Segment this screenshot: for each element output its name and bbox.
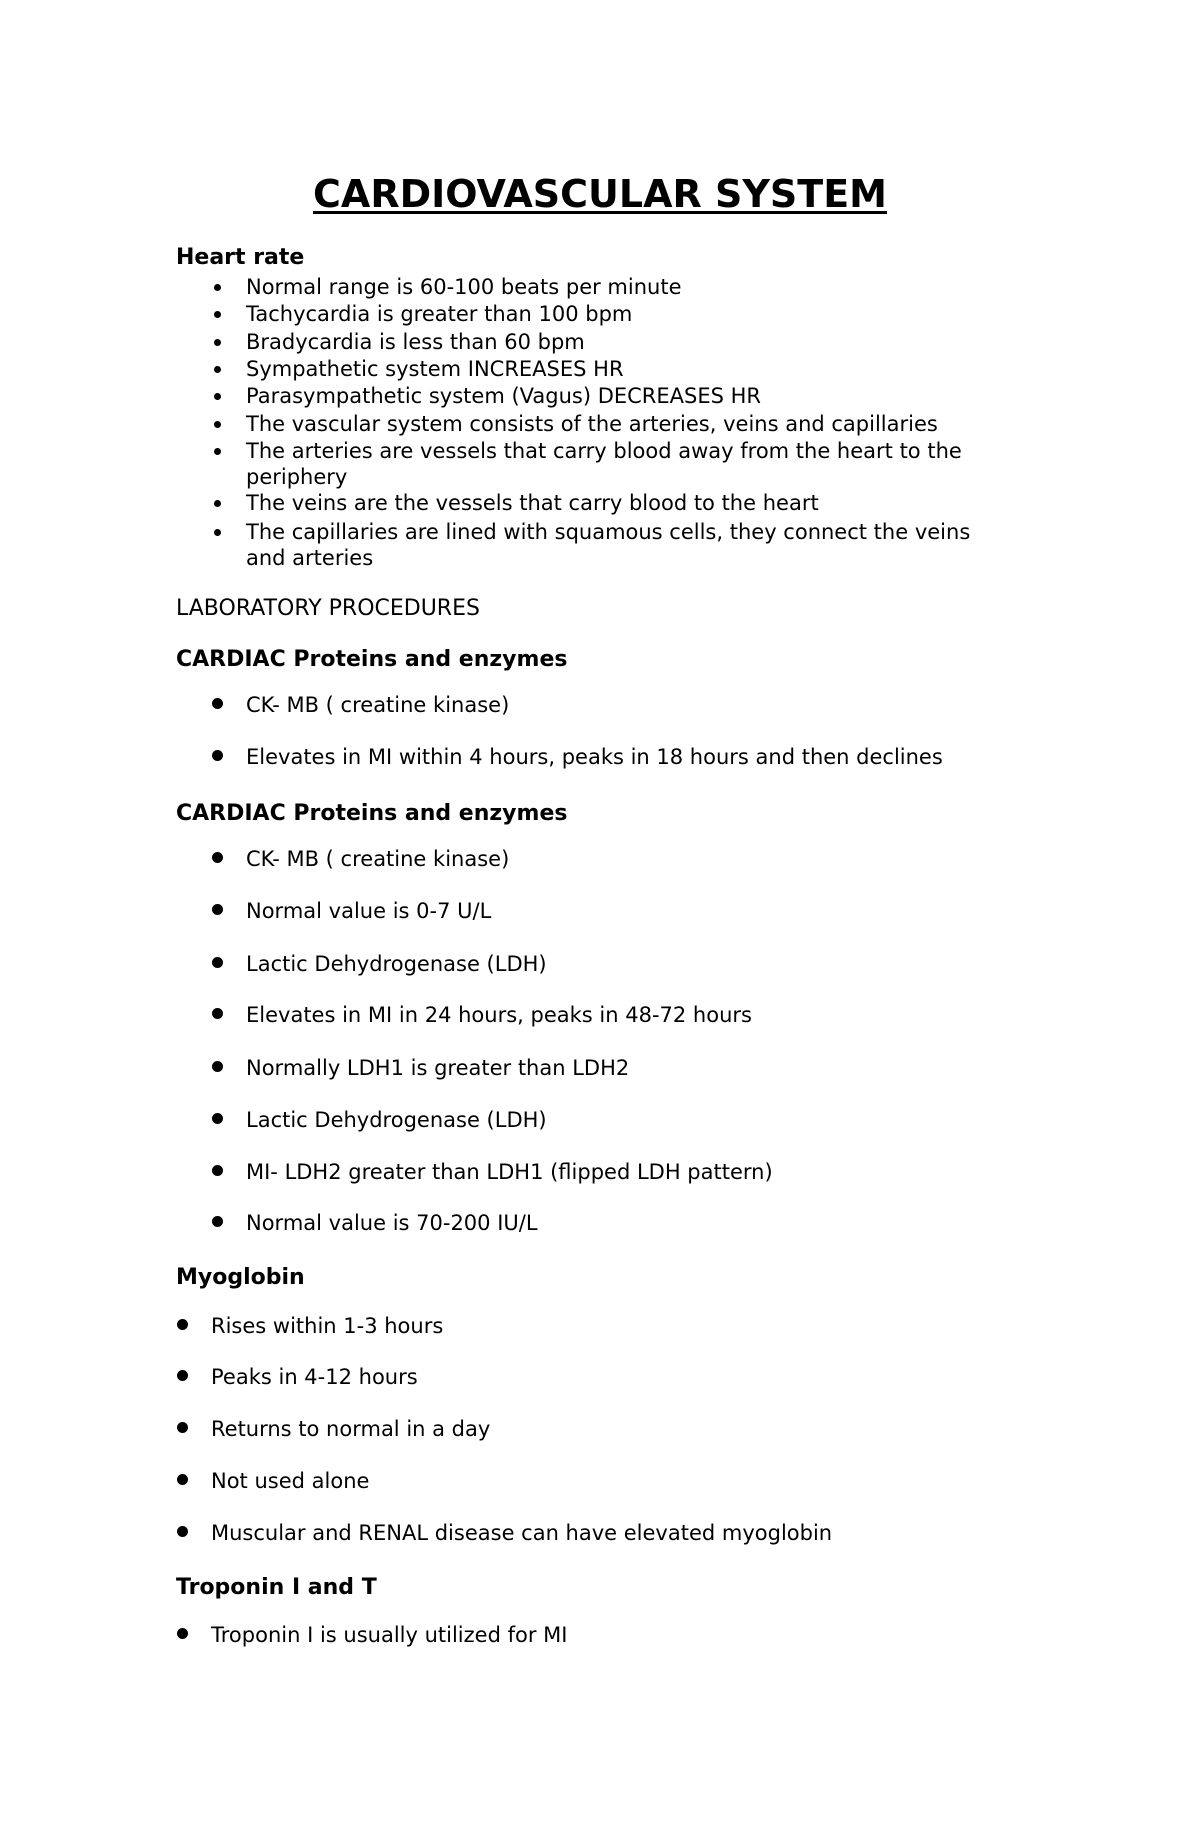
bullet-dot [212, 1165, 223, 1176]
bullet-dot [214, 284, 221, 291]
list-item: Lactic Dehydrogenase (LDH) [246, 951, 1026, 977]
bullet-dot [212, 698, 223, 709]
list-item: MI- LDH2 greater than LDH1 (flipped LDH pattern) [246, 1159, 1026, 1185]
section-heading-heart-rate: Heart rate [176, 245, 305, 270]
list-item: The capillaries are lined with squamous cells, they connect the veins and arteries [246, 519, 1006, 571]
list-item: Bradycardia is less than 60 bpm [246, 329, 1006, 355]
bullet-dot [212, 1216, 223, 1227]
section-heading-myoglobin: Myoglobin [176, 1265, 305, 1290]
bullet-dot [214, 393, 221, 400]
list-item: Not used alone [211, 1468, 1021, 1494]
list-item: The arteries are vessels that carry blood away from the heart to the periphery [246, 438, 1006, 490]
page-title: CARDIOVASCULAR SYSTEM [313, 172, 887, 216]
list-item: Normal value is 0-7 U/L [246, 898, 1026, 924]
list-item: Peaks in 4-12 hours [211, 1364, 1021, 1390]
bullet-dot [177, 1474, 188, 1485]
bullet-dot [212, 750, 223, 761]
list-item: The veins are the vessels that carry blood to the heart [246, 490, 1006, 516]
section-heading-cardiac-proteins: CARDIAC Proteins and enzymes [176, 647, 568, 672]
list-item: Normal range is 60-100 beats per minute [246, 274, 1006, 300]
section-heading-cardiac-proteins: CARDIAC Proteins and enzymes [176, 801, 568, 826]
bullet-dot [212, 1008, 223, 1019]
list-item: Lactic Dehydrogenase (LDH) [246, 1107, 1026, 1133]
bullet-dot [214, 500, 221, 507]
bullet-dot [177, 1526, 188, 1537]
bullet-dot [214, 366, 221, 373]
list-item: CK- MB ( creatine kinase) [246, 692, 1026, 718]
list-item: Muscular and RENAL disease can have elevated myoglobin [211, 1520, 1021, 1546]
bullet-dot [214, 421, 221, 428]
list-item: Sympathetic system INCREASES HR [246, 356, 1006, 382]
bullet-dot [214, 448, 221, 455]
list-item: Troponin I is usually utilized for MI [211, 1622, 1021, 1648]
bullet-dot [214, 339, 221, 346]
bullet-dot [214, 529, 221, 536]
section-heading-laboratory-procedures: LABORATORY PROCEDURES [176, 596, 480, 621]
list-item: Elevates in MI within 4 hours, peaks in 18 hours and then declines [246, 744, 1026, 770]
bullet-dot [212, 1113, 223, 1124]
bullet-dot [177, 1370, 188, 1381]
bullet-dot [212, 852, 223, 863]
list-item: The vascular system consists of the arteries, veins and capillaries [246, 411, 1006, 437]
list-item: Rises within 1-3 hours [211, 1313, 1021, 1339]
list-item: Elevates in MI in 24 hours, peaks in 48-72 hours [246, 1002, 1026, 1028]
list-item: CK- MB ( creatine kinase) [246, 846, 1026, 872]
bullet-dot [177, 1422, 188, 1433]
bullet-dot [214, 311, 221, 318]
section-heading-troponin: Troponin I and T [176, 1575, 377, 1600]
bullet-dot [212, 1061, 223, 1072]
list-item: Normal value is 70-200 IU/L [246, 1210, 1026, 1236]
list-item: Normally LDH1 is greater than LDH2 [246, 1055, 1026, 1081]
list-item: Tachycardia is greater than 100 bpm [246, 301, 1006, 327]
list-item: Parasympathetic system (Vagus) DECREASES HR [246, 383, 1006, 409]
bullet-dot [177, 1319, 188, 1330]
list-item: Returns to normal in a day [211, 1416, 1021, 1442]
bullet-dot [212, 957, 223, 968]
bullet-dot [177, 1628, 188, 1639]
bullet-dot [212, 904, 223, 915]
